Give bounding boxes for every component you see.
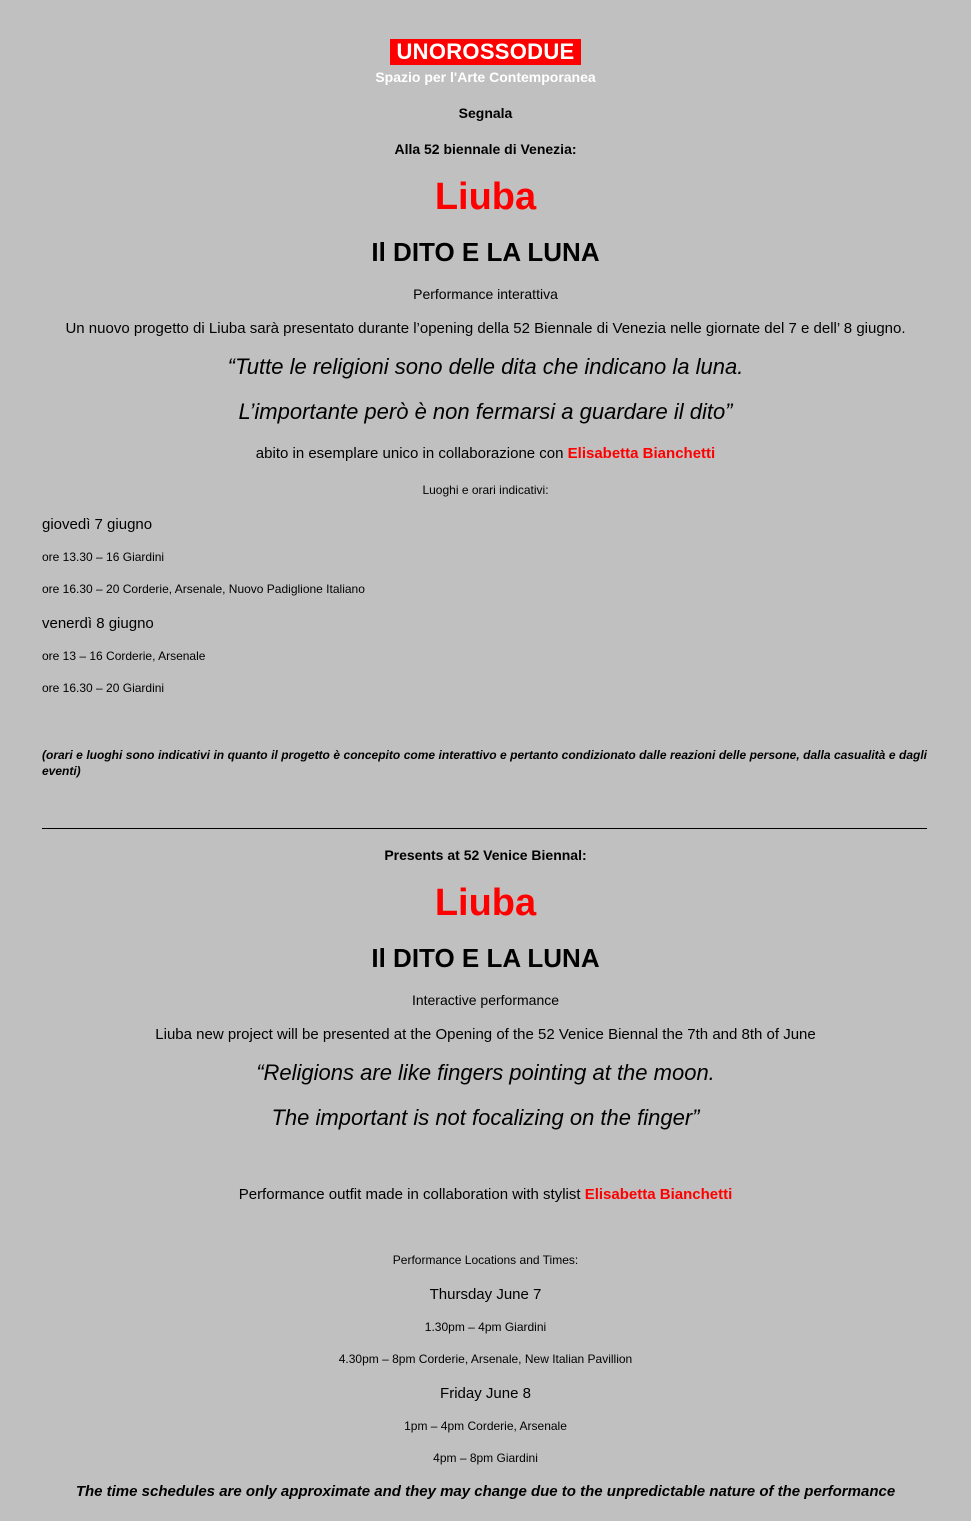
en-performance-type: Interactive performance bbox=[411, 992, 560, 1008]
en-work-title: Il DITO E LA LUNA bbox=[371, 943, 600, 973]
en-quote-line-2: The important is not focalizing on the finger” bbox=[271, 1105, 700, 1130]
en-description: Liuba new project will be presented at the Opening of the 52 Venice Biennal the 7th and 8th of June bbox=[155, 1026, 816, 1043]
it-day-1: giovedì 7 giugno bbox=[42, 516, 153, 533]
it-collab-name: Elisabetta Bianchetti bbox=[567, 445, 716, 462]
it-day-2: venerdì 8 giugno bbox=[42, 615, 154, 632]
en-collab-name: Elisabetta Bianchetti bbox=[584, 1186, 733, 1203]
en-day-1-slot-1: 1.30pm – 4pm Giardini bbox=[424, 1320, 547, 1334]
brand-name: UNOROSSODUE bbox=[390, 39, 580, 65]
en-disclaimer-note: The time schedules are only approximate and they may change due to the unpredictable nature of the performance bbox=[75, 1483, 896, 1500]
it-schedule-heading: Luoghi e orari indicativi: bbox=[422, 483, 549, 497]
it-artist-name: Liuba bbox=[434, 176, 537, 218]
it-collab-prefix: abito in esemplare unico in collaborazione con bbox=[255, 445, 568, 462]
segnala-label: Segnala bbox=[458, 105, 513, 121]
en-artist-name: Liuba bbox=[434, 882, 537, 924]
en-day-2: Friday June 8 bbox=[440, 1385, 531, 1402]
it-performance-type: Performance interattiva bbox=[413, 286, 558, 302]
en-collab-prefix: Performance outfit made in collaboration with stylist bbox=[238, 1186, 585, 1203]
it-quote-line-1: “Tutte le religioni sono delle dita che indicano la luna. bbox=[227, 354, 744, 379]
it-disclaimer-note: (orari e luoghi sono indicativi in quanto il progetto è concepito come interattivo e pertanto condizionato dalle reazioni delle persone, dalla casualità e dagli eventi) bbox=[42, 748, 927, 778]
en-day-2-slot-2: 4pm – 8pm Giardini bbox=[433, 1451, 538, 1465]
en-intro: Presents at 52 Venice Biennal: bbox=[384, 847, 587, 863]
en-day-2-slot-1: 1pm – 4pm Corderie, Arsenale bbox=[404, 1419, 567, 1433]
it-day-2-slot-2: ore 16.30 – 20 Giardini bbox=[42, 681, 165, 695]
en-collaboration bbox=[0, 1186, 971, 1203]
en-quote-line-1: “Religions are like fingers pointing at the moon. bbox=[256, 1060, 715, 1085]
it-collaboration bbox=[0, 445, 971, 462]
it-description: Un nuovo progetto di Liuba sarà presentato durante l’opening della 52 Biennale di Venezia nelle giornate del 7 e dell’ 8 giugno. bbox=[65, 320, 906, 337]
section-divider bbox=[42, 828, 927, 829]
brand-logo bbox=[0, 39, 971, 65]
en-day-1-slot-2: 4.30pm – 8pm Corderie, Arsenale, New Italian Pavillion bbox=[338, 1352, 633, 1366]
it-day-2-slot-1: ore 13 – 16 Corderie, Arsenale bbox=[42, 649, 206, 663]
it-work-title: Il DITO E LA LUNA bbox=[371, 237, 600, 267]
it-intro: Alla 52 biennale di Venezia: bbox=[394, 141, 577, 157]
it-quote-line-2: L’importante però è non fermarsi a guardare il dito” bbox=[238, 399, 733, 424]
en-day-1: Thursday June 7 bbox=[429, 1286, 542, 1303]
it-day-1-slot-1: ore 13.30 – 16 Giardini bbox=[42, 550, 165, 564]
en-schedule-heading: Performance Locations and Times: bbox=[392, 1253, 579, 1267]
it-day-1-slot-2: ore 16.30 – 20 Corderie, Arsenale, Nuovo Padiglione Italiano bbox=[42, 582, 365, 596]
brand-subtitle: Spazio per l'Arte Contemporanea bbox=[375, 69, 596, 85]
